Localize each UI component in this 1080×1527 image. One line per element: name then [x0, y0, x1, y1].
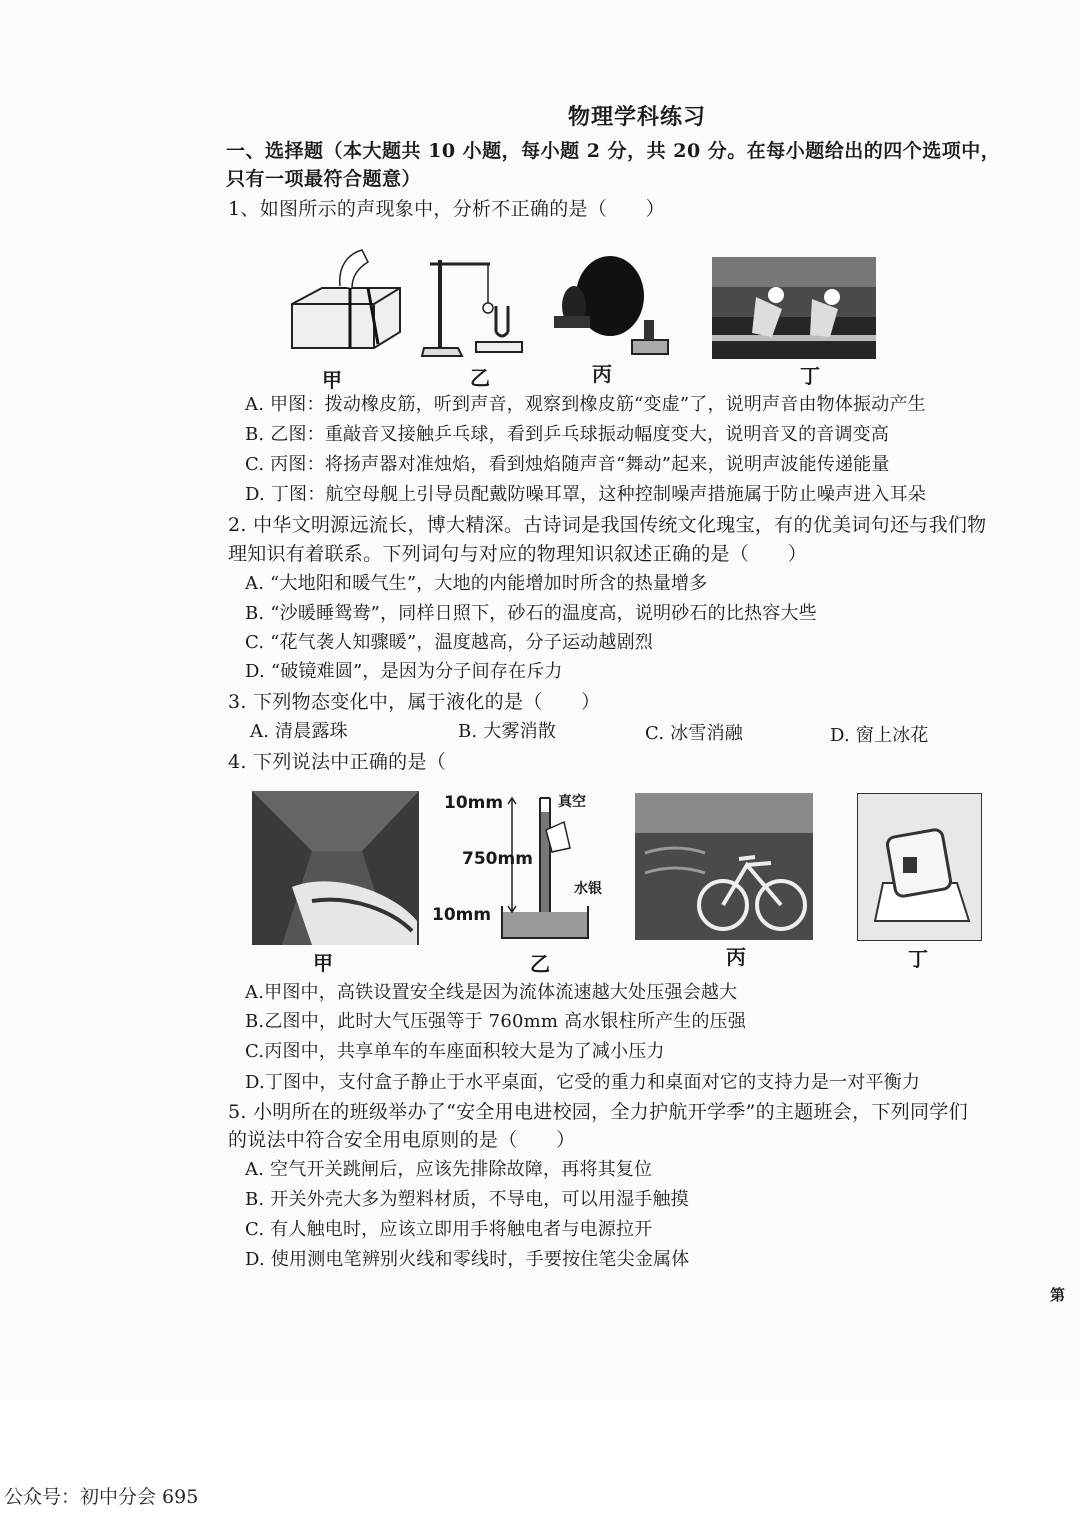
q4-caption-yi: 乙 [530, 952, 550, 976]
q4-label-vacuum: 真空 [558, 794, 586, 810]
q5-option-b: B. 开关外壳大多为塑料材质，不导电，可以用湿手触摸 [245, 1189, 689, 1210]
question-2-stem-line2: 理知识有着联系。下列词句与对应的物理知识叙述正确的是（ ） [228, 543, 808, 565]
q1-option-a: A. 甲图：拨动橡皮筋，听到声音，观察到橡皮筋“变虚”了，说明声音由物体振动产生 [245, 394, 926, 415]
q4-option-d: D.丁图中，支付盒子静止于水平桌面，它受的重力和桌面对它的支持力是一对平衡力 [245, 1072, 921, 1093]
q5-option-d: D. 使用测电笔辨别火线和零线时，手要按住笔尖金属体 [245, 1249, 690, 1270]
q4-label-bottom: 10mm [432, 905, 492, 925]
question-4-stem: 4. 下列说法中正确的是（ [228, 751, 447, 773]
q4-figure-yi [428, 790, 618, 950]
q1-option-d: D. 丁图：航空母舰上引导员配戴防噪耳罩，这种控制噪声措施属于防止噪声进入耳朵 [245, 484, 927, 505]
q2-option-b: B. “沙暖睡鸳鸯”，同样日照下，砂石的温度高，说明砂石的比热容大些 [245, 603, 817, 624]
q3-option-b: B. 大雾消散 [458, 721, 557, 742]
q1-figure-ding [712, 257, 876, 359]
q1-figure-bing [552, 254, 672, 358]
q4-caption-jia: 甲 [313, 951, 333, 975]
q4-figure-bing [635, 793, 813, 940]
q3-option-c: C. 冰雪消融 [645, 723, 743, 744]
section-heading-line1: 一、选择题（本大题共 10 小题，每小题 2 分，共 20 分。在每小题给出的四个选项中， [226, 140, 1001, 162]
q4-option-b: B.乙图中，此时大气压强等于 760mm 高水银柱所产生的压强 [245, 1011, 747, 1032]
q1-option-c: C. 丙图：将扬声器对准烛焰，看到烛焰随声音“舞动”起来，说明声波能传递能量 [245, 454, 890, 475]
question-3-stem: 3. 下列物态变化中，属于液化的是（ ） [228, 691, 601, 713]
q4-caption-bing: 丙 [726, 945, 746, 969]
q1-figure-yi [418, 250, 528, 362]
page-title: 物理学科练习 [568, 104, 707, 130]
q1-option-b: B. 乙图：重敲音叉接触乒乓球，看到乒乓球振动幅度变大，说明音叉的音调变高 [245, 424, 890, 445]
q4-label-mercury: 水银 [574, 881, 602, 897]
question-1-stem: 1、如图所示的声现象中，分析不正确的是（ ） [228, 198, 665, 220]
q2-option-c: C. “花气袭人知骤暖”，温度越高，分子运动越剧烈 [245, 632, 653, 653]
q1-caption-yi: 乙 [470, 366, 490, 390]
q5-option-c: C. 有人触电时，应该立即用手将触电者与电源拉开 [245, 1219, 653, 1240]
q3-option-a: A. 清晨露珠 [250, 721, 348, 742]
q1-caption-jia: 甲 [322, 368, 342, 392]
q4-option-a: A.甲图中，高铁设置安全线是因为流体流速越大处压强会越大 [245, 982, 738, 1003]
q1-caption-ding: 丁 [800, 364, 820, 388]
question-5-stem-line1: 5. 小明所在的班级举办了“安全用电进校园，全力护航开学季”的主题班会，下列同学们 [228, 1101, 968, 1123]
q3-option-d: D. 窗上冰花 [830, 725, 929, 746]
q4-option-c: C.丙图中，共享单车的车座面积较大是为了减小压力 [245, 1041, 665, 1062]
q4-figure-ding [857, 793, 982, 941]
page-number: 第 [1050, 1286, 1066, 1304]
q4-label-mid: 750mm [462, 849, 533, 869]
q1-figure-jia [282, 246, 412, 358]
q5-option-a: A. 空气开关跳闸后，应该先排除故障，再将其复位 [245, 1159, 653, 1180]
q2-option-d: D. “破镜难圆”，是因为分子间存在斥力 [245, 661, 563, 682]
section-heading-line2: 只有一项最符合题意） [226, 168, 422, 190]
question-5-stem-line2: 的说法中符合安全用电原则的是（ ） [228, 1129, 576, 1151]
watermark-text: 公众号：初中分会 695 [4, 1486, 199, 1508]
question-2-stem-line1: 2. 中华文明源远流长，博大精深。古诗词是我国传统文化瑰宝，有的优美词句还与我们物 [228, 514, 987, 536]
q1-caption-bing: 丙 [592, 362, 612, 386]
q4-caption-ding: 丁 [908, 947, 928, 971]
q4-label-top: 10mm [444, 793, 504, 813]
q2-option-a: A. “大地阳和暖气生”，大地的内能增加时所含的热量增多 [245, 573, 708, 594]
q4-figure-jia [252, 791, 419, 945]
